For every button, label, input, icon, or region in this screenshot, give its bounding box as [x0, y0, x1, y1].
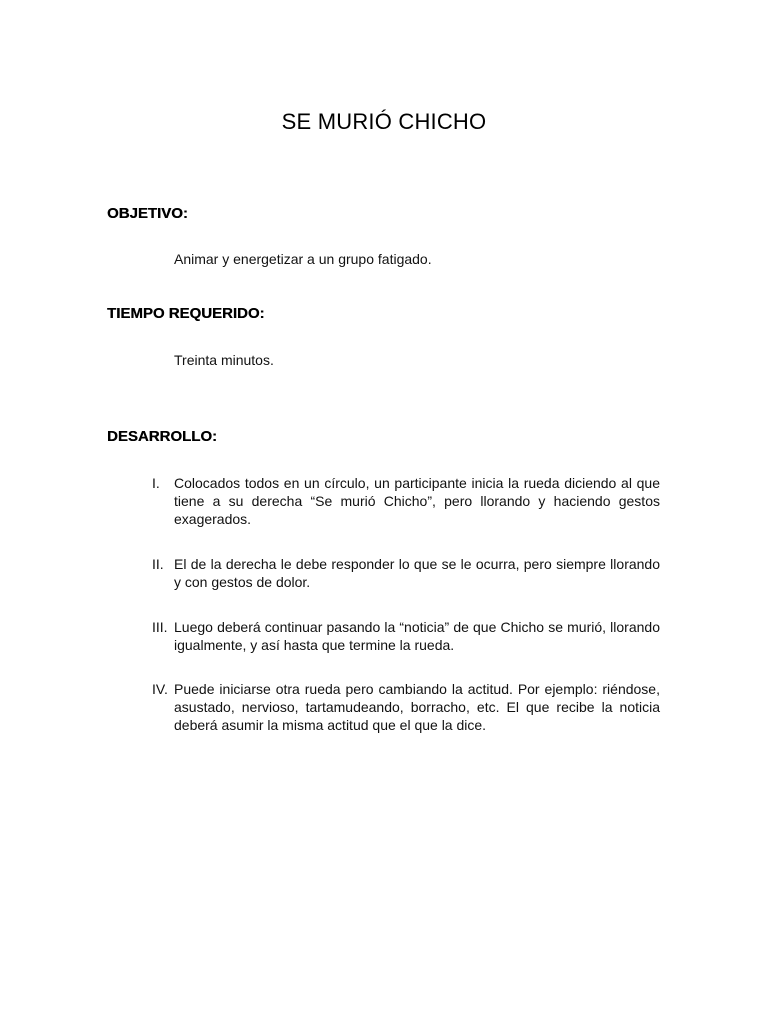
section-heading-tiempo: TIEMPO REQUERIDO:: [107, 305, 265, 322]
section-text-tiempo: Treinta minutos.: [174, 352, 274, 368]
list-item-text: Colocados todos en un círculo, un participante inicia la rueda diciendo al que tiene a su derecha “Se murió Chicho”, pero llorando y haciendo gestos exagerados.: [174, 475, 660, 527]
list-item-text: Luego deberá continuar pasando la “noticia” de que Chicho se murió, llorando igualmente, y así hasta que termine la rueda.: [174, 619, 660, 653]
list-item: [152, 618, 660, 654]
list-item: [152, 474, 660, 528]
list-item-text: Puede iniciarse otra rueda pero cambiando la actitud. Por ejemplo: riéndose, asustado, nervioso, tartamudeando, borracho, etc. El que recibe la noticia deberá asumir la misma actitud que el que la dice.: [174, 681, 660, 733]
list-item-number: II.: [152, 556, 164, 572]
section-heading-objetivo: OBJETIVO:: [107, 205, 188, 222]
list-item: [152, 680, 660, 734]
list-item-number: IV.: [152, 681, 168, 697]
section-text-objetivo: Animar y energetizar a un grupo fatigado.: [174, 251, 432, 267]
list-item: [152, 555, 660, 591]
list-item-number: I.: [152, 475, 160, 491]
page-title: SE MURIÓ CHICHO: [281, 109, 487, 134]
list-item-number: III.: [152, 619, 168, 635]
list-item-text: El de la derecha le debe responder lo que se le ocurra, pero siempre llorando y con gestos de dolor.: [174, 556, 660, 590]
section-heading-desarrollo: DESARROLLO:: [107, 428, 217, 445]
